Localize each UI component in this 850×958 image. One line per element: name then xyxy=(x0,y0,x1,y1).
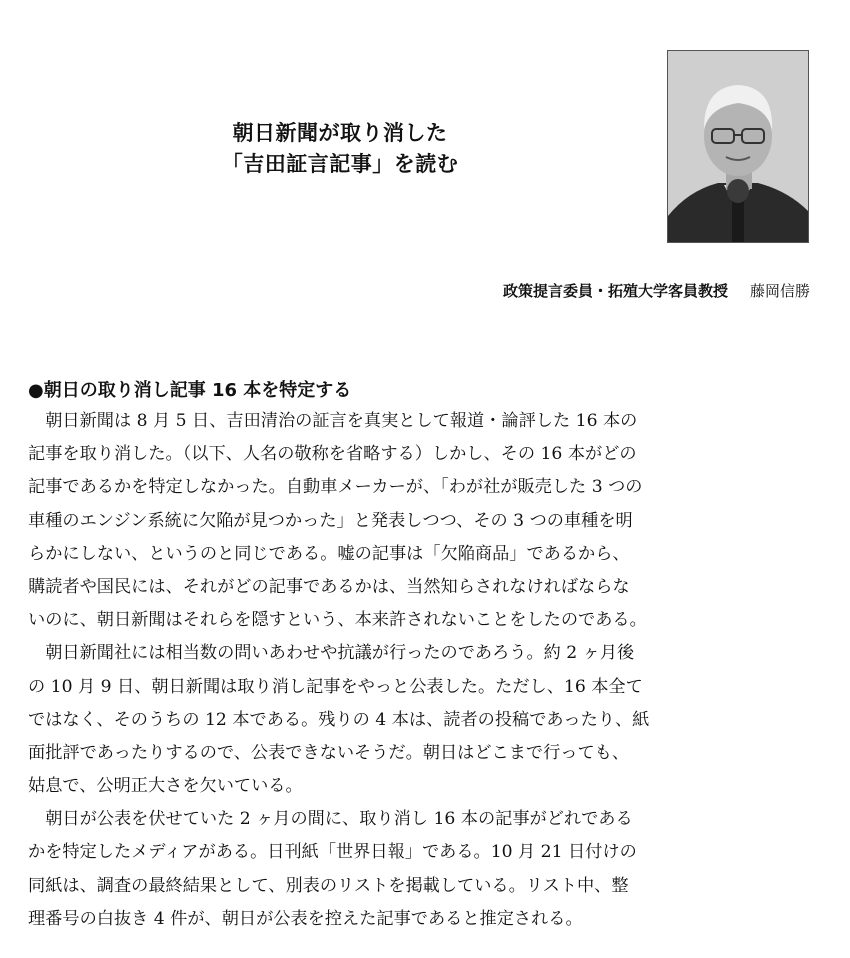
author-role: 政策提言委員・拓殖大学客員教授 xyxy=(502,282,728,300)
body-line: らかにしない、というのと同じである。嘘の記事は「欠陥商品」であるから、 xyxy=(28,543,630,564)
body-line: 理番号の白抜き 4 件が、朝日が公表を控えた記事であると推定される。 xyxy=(28,908,583,929)
article-title xyxy=(150,118,530,180)
author-name: 藤岡信勝 xyxy=(749,282,810,300)
section-heading: ●朝日の取り消し記事 16 本を特定する xyxy=(28,380,352,401)
article-title-line-1: 朝日新聞が取り消した xyxy=(232,121,448,145)
body-line: 同紙は、調査の最終結果として、別表のリストを掲載している。リスト中、整 xyxy=(28,875,629,896)
body-line: 車種のエンジン系統に欠陥が見つかった」と発表しつつ、その 3 つの車種を明 xyxy=(28,510,633,531)
body-line: 朝日新聞は 8 月 5 日、吉田清治の証言を真実として報道・論評した 16 本の xyxy=(28,411,638,431)
byline xyxy=(503,280,810,301)
body-line: 記事を取り消した。（以下、人名の敬称を省略する）しかし、その 16 本がどの xyxy=(28,444,637,465)
article-title-line-2: 「吉田証言記事」を読む xyxy=(221,152,459,176)
body-line: 朝日が公表を伏せていた 2 ヶ月の間に、取り消し 16 本の記事がどれである xyxy=(28,809,633,830)
body-line: 朝日新聞社には相当数の問いあわせや抗議が行ったのであろう。約 2 ヶ月後 xyxy=(28,643,635,664)
author-photo xyxy=(667,50,809,243)
body-line: 購読者や国民には、それがどの記事であるかは、当然知らされなければならな xyxy=(28,576,630,597)
body-line: いのに、朝日新聞はそれらを隠すという、本来許されないことをしたのである。 xyxy=(28,610,647,631)
body-line: 面批評であったりするので、公表できないそうだ。朝日はどこまで行っても、 xyxy=(28,742,630,763)
body-line: かを特定したメディアがある。日刊紙「世界日報」である。10 月 21 日付けの xyxy=(28,842,637,863)
body-line: の 10 月 9 日、朝日新聞は取り消し記事をやっと公表した。ただし、16 本全て xyxy=(28,676,643,697)
article-body xyxy=(28,405,818,936)
body-line: 記事であるかを特定しなかった。自動車メーカーが、「わが社が販売した 3 つの xyxy=(28,477,643,498)
body-line: ではなく、そのうちの 12 本である。残りの 4 本は、読者の投稿であったり、紙 xyxy=(28,709,650,730)
body-line: 姑息で、公明正大さを欠いている。 xyxy=(28,776,303,797)
author-portrait-image xyxy=(668,51,808,242)
